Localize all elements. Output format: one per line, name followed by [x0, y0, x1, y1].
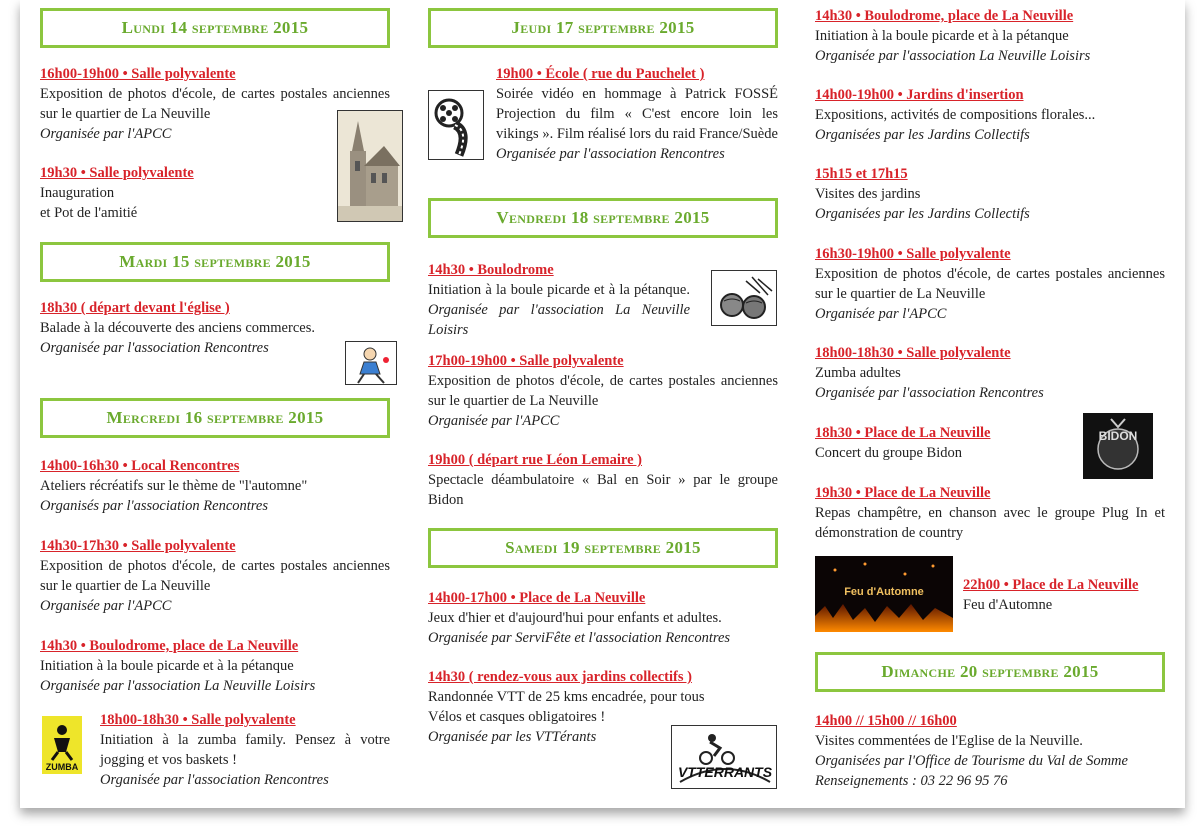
event-saturday-visites-jardins: [815, 164, 1165, 224]
event-time: 14h30-17h30 • Salle polyvalente: [40, 538, 236, 554]
event-time: 14h30 • Boulodrome, place de La Neuville: [815, 8, 1074, 24]
event-description: Initiation à la boule picarde et à la pétanque: [40, 658, 294, 674]
event-time: 18h00-18h30 • Salle polyvalente: [815, 345, 1011, 361]
feu-automne-photo-text: Feu d'Automne: [844, 586, 924, 598]
walker-illustration: [345, 341, 397, 385]
film-reel-icon: [428, 90, 484, 160]
bidon-logo: [1083, 413, 1153, 479]
event-time: 17h00-19h00 • Salle polyvalente: [428, 353, 624, 369]
event-description: Vélos et casques obligatoires !: [428, 709, 606, 725]
event-time: 14h00-17h00 • Place de La Neuville: [428, 590, 646, 606]
event-description: Inauguration: [40, 185, 115, 201]
event-friday-spectacle: [428, 450, 778, 510]
event-description: Zumba adultes: [815, 365, 901, 381]
event-time: 19h00 • École ( rue du Pauchelet ): [496, 66, 705, 82]
event-time: 18h00-18h30 • Salle polyvalente: [100, 712, 296, 728]
zumba-logo-text: ZUMBA: [45, 762, 79, 772]
event-description: Balade à la découverte des anciens commerces.: [40, 320, 315, 336]
vtterrants-logo-text: VTTERRANTS: [677, 764, 773, 780]
event-description: Concert du groupe Bidon: [815, 445, 962, 461]
event-description: Randonnée VTT de 25 kms encadrée, pour tous: [428, 689, 705, 705]
event-organizer: Organisée par l'APCC: [428, 413, 560, 429]
event-time: 22h00 • Place de La Neuville: [963, 577, 1139, 593]
event-organizer: Organisée par l'association Rencontres: [815, 385, 1044, 401]
event-saturday-jardins: [815, 85, 1165, 145]
event-description: Exposition de photos d'école, de cartes postales anciennes sur le quartier de La Neuville: [40, 558, 390, 594]
event-description: Repas champêtre, en chanson avec le groupe Plug In et démonstration de country: [815, 505, 1165, 541]
event-wednesday-expo: [40, 536, 390, 616]
event-wednesday-boulodrome: [40, 636, 390, 696]
event-wednesday-ateliers: [40, 456, 390, 516]
event-monday-inauguration: [40, 163, 310, 223]
zumba-logo: [42, 716, 82, 774]
event-description: Ateliers récréatifs sur le thème de "l'automne": [40, 478, 308, 494]
event-description: Feu d'Automne: [963, 597, 1053, 613]
church-photo: [337, 110, 403, 222]
event-organizer: Organisées par les Jardins Collectifs: [815, 127, 1030, 143]
event-time: 14h30 • Boulodrome, place de La Neuville: [40, 638, 299, 654]
event-organizer: Organisés par l'association Rencontres: [40, 498, 268, 514]
event-time: 15h15 et 17h15: [815, 166, 908, 182]
event-description: Jeux d'hier et d'aujourd'hui pour enfants et adultes.: [428, 610, 722, 626]
event-info-phone: Renseignements : 03 22 96 95 76: [815, 773, 1008, 789]
event-time: 14h00 // 15h00 // 16h00: [815, 713, 957, 729]
event-description: Initiation à la zumba family. Pensez à votre jogging et vos baskets !: [100, 732, 390, 768]
event-time: 14h30 • Boulodrome: [428, 262, 554, 278]
event-time: 16h00-19h00 • Salle polyvalente: [40, 66, 236, 82]
event-time: 19h30 • Place de La Neuville: [815, 485, 991, 501]
event-organizer: Organisée par l'association La Neuville Loisirs: [40, 678, 316, 694]
event-organizer: Organisée par l'APCC: [40, 598, 172, 614]
event-time: 14h30 ( rendez-vous aux jardins collectifs ): [428, 669, 692, 685]
event-organizer: Organisée par ServiFête et l'association Rencontres: [428, 630, 731, 646]
event-description: Visites commentées de l'Eglise de la Neuville.: [815, 733, 1083, 749]
event-organizer: Organisées par les Jardins Collectifs: [815, 206, 1030, 222]
event-description: Spectacle déambulatoire « Bal en Soir » par le groupe Bidon: [428, 472, 778, 508]
event-description: Visites des jardins: [815, 186, 921, 202]
event-description: Exposition de photos d'école, de cartes postales anciennes sur le quartier de La Neuville: [815, 266, 1165, 302]
day-header-tuesday: Mardi 15 septembre 2015: [40, 242, 390, 282]
event-time: 18h30 ( départ devant l'église ): [40, 300, 230, 316]
petanque-balls-icon: [711, 270, 777, 326]
event-saturday-zumba: [815, 343, 1165, 403]
bidon-logo-text: BIDON: [1098, 429, 1138, 443]
event-time: 19h30 • Salle polyvalente: [40, 165, 194, 181]
event-organizer: Organisée par l'association La Neuville Loisirs: [428, 302, 690, 338]
event-saturday-jeux: [428, 588, 778, 648]
event-saturday-repas: [815, 483, 1165, 543]
event-saturday-boulodrome: [815, 6, 1165, 66]
day-header-monday: Lundi 14 septembre 2015: [40, 8, 390, 48]
event-organizer: Organisée par l'association Rencontres: [496, 146, 725, 162]
event-friday-expo: [428, 351, 778, 431]
event-sunday-visites: [815, 711, 1165, 791]
event-description: Initiation à la boule picarde et à la pétanque.: [428, 282, 690, 298]
event-organizer: Organisée par l'association Rencontres: [100, 772, 329, 788]
event-organizer: Organisées par l'Office de Tourisme du Val de Somme: [815, 753, 1128, 769]
event-description: Initiation à la boule picarde et à la pétanque: [815, 28, 1069, 44]
day-header-thursday: Jeudi 17 septembre 2015: [428, 8, 778, 48]
event-description: Soirée vidéo en hommage à Patrick FOSSÉ Projection du film « C'est encore loin les vikings ». Film réalisé lors du raid France/Suède: [496, 86, 778, 142]
feu-automne-photo: [815, 556, 953, 632]
event-time: 18h30 • Place de La Neuville: [815, 425, 991, 441]
event-friday-boulodrome: [428, 260, 690, 340]
event-description: Exposition de photos d'école, de cartes postales anciennes sur le quartier de La Neuville: [428, 373, 778, 409]
event-wednesday-zumba: [100, 710, 390, 790]
event-thursday-video: [496, 64, 778, 164]
event-time: 14h00-19h00 • Jardins d'insertion: [815, 87, 1024, 103]
event-tuesday-balade: [40, 298, 390, 358]
event-organizer: Organisée par l'association Rencontres: [40, 340, 269, 356]
event-time: 14h00-16h30 • Local Rencontres: [40, 458, 240, 474]
programme-sheet: [20, 0, 1185, 808]
event-organizer: Organisée par l'APCC: [40, 126, 172, 142]
event-saturday-feu: [963, 575, 1165, 615]
day-header-saturday: Samedi 19 septembre 2015: [428, 528, 778, 568]
event-description: Exposition de photos d'école, de cartes postales anciennes sur le quartier de La Neuville: [40, 86, 390, 122]
event-saturday-expo: [815, 244, 1165, 324]
day-header-sunday: Dimanche 20 septembre 2015: [815, 652, 1165, 692]
event-saturday-concert: [815, 423, 1055, 463]
event-organizer: Organisée par l'APCC: [815, 306, 947, 322]
day-header-friday: Vendredi 18 septembre 2015: [428, 198, 778, 238]
event-description: Expositions, activités de compositions florales...: [815, 107, 1096, 123]
event-time: 16h30-19h00 • Salle polyvalente: [815, 246, 1011, 262]
day-header-wednesday: Mercredi 16 septembre 2015: [40, 398, 390, 438]
event-time: 19h00 ( départ rue Léon Lemaire ): [428, 452, 642, 468]
event-organizer: Organisée par les VTTérants: [428, 729, 597, 745]
event-organizer: Organisée par l'association La Neuville Loisirs: [815, 48, 1091, 64]
vtterrants-logo: [671, 725, 777, 789]
event-description: et Pot de l'amitié: [40, 205, 138, 221]
